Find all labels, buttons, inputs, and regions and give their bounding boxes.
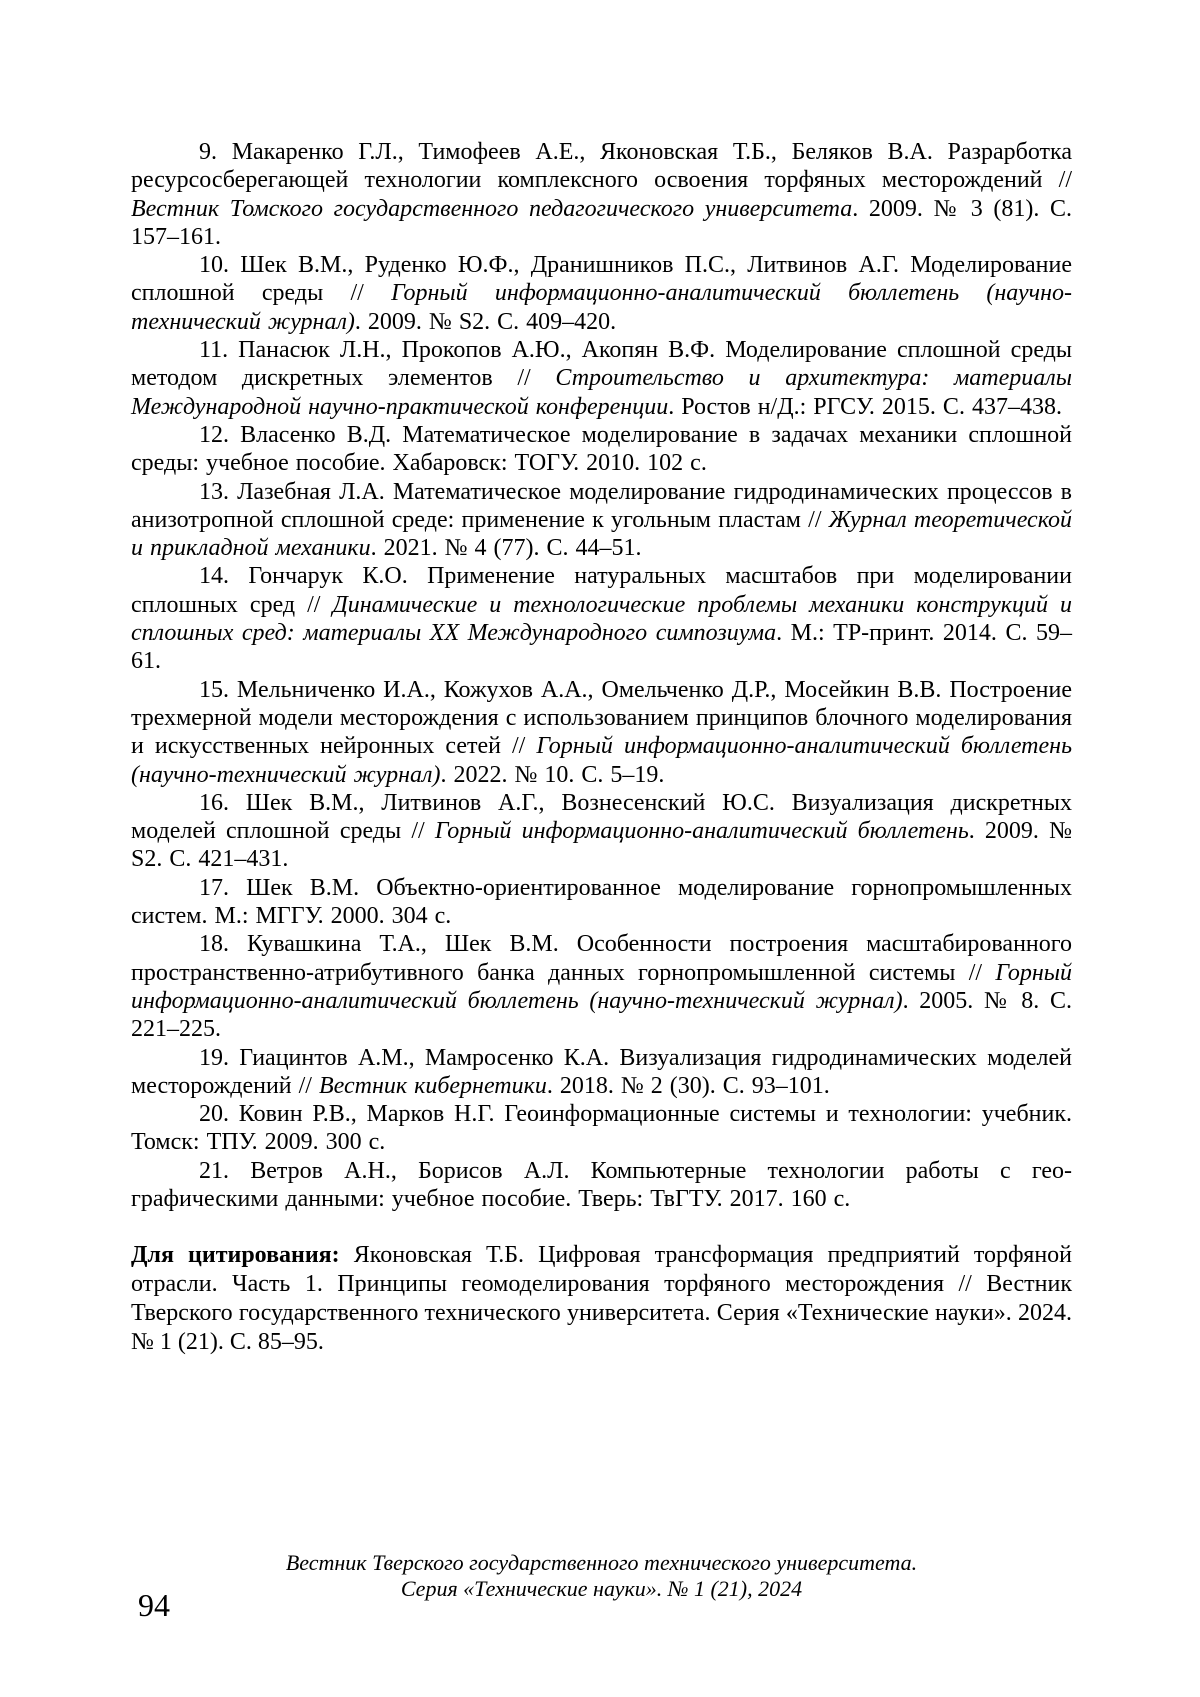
citation-label: Для цитирования: [131, 1242, 340, 1269]
reference-item-9 [131, 138, 1072, 251]
reference-text-segment: 18. Кувашкина Т.А., Шек В.М. Особенности построения масштабированного пространственно-атрибутивного банка данных горнопромышленной системы // [131, 931, 1072, 986]
reference-text-segment: 13. Лазебная Л.А. Математическое моделирование гидродинамических процессов в анизотропной сплошной среде: применение к угольным пластам // [131, 478, 1072, 533]
reference-text-segment: . 2009. № S2. С. 421–431. [131, 818, 1072, 873]
page-number: 94 [138, 1587, 170, 1623]
journal-footer [131, 1550, 1072, 1601]
reference-source-italic: Горный информационно-аналитический бюллетень [434, 818, 969, 845]
reference-item-15 [131, 676, 1072, 789]
reference-text-segment: 20. Ковин Р.В., Марков Н.Г. Геоинформационные системы и технологии: учебник. Томск: ТПУ. 2009. 300 с. [131, 1101, 1072, 1156]
reference-text-segment: 17. Шек В.М. Объектно-ориентированное моделирование горнопромышленных систем. М.: МГГУ. 2000. 304 с. [131, 874, 1072, 930]
reference-text-segment: . Ростов н/Д.: РГСУ. 2015. С. 437–438. [668, 393, 1062, 420]
footer-issue-info: Серия «Технические науки». № 1 (21), 2024 [400, 1575, 803, 1601]
reference-item-18 [131, 930, 1072, 1043]
reference-text-segment: 11. Панасюк Л.Н., Прокопов А.Ю., Акопян В.Ф. Моделирование сплошной среды методом дискретных элементов // [131, 337, 1072, 392]
text-block [131, 138, 1072, 1356]
reference-item-14 [131, 562, 1072, 675]
reference-source-italic: Строительство и архитектура: материалы Международной научно-практической конференции [131, 365, 1072, 420]
reference-source-italic: Горный информационно-аналитический бюллетень (научно-технический журнал) [131, 959, 1072, 1014]
reference-item-21 [131, 1157, 1072, 1214]
reference-source-italic: Горный информационно-аналитический бюллетень (научно-технический журнал) [131, 280, 1072, 335]
reference-text-segment: . М.: ТР-принт. 2014. С. 59–61. [131, 620, 1072, 675]
reference-item-13 [131, 478, 1072, 563]
reference-text-segment: 15. Мельниченко И.А., Кожухов А.А., Омельченко Д.Р., Мосейкин В.В. Построение трехмерной модели месторождения с использованием принципов блочного моделирования и искусственных нейронных сетей // [131, 676, 1072, 760]
reference-source-italic: Журнал теоретической и прикладной механики [131, 506, 1073, 562]
reference-source-italic: Вестник кибернетики [318, 1072, 547, 1099]
reference-item-10 [131, 251, 1072, 336]
citation-text: Яконовская Т.Б. Цифровая трансформация предприятий торфяной отрасли. Часть 1. Принципы геомоделирования торфяного месторождения // Вестник Тверского государственного технического университета. Серия «Технические науки». 2024. № 1 (21). С. 85–95. [131, 1242, 1073, 1355]
reference-text-segment: 9. Макаренко Г.Л., Тимофеев А.Е., Яконовская Т.Б., Беляков В.А. Разрарботка ресурсосберегающей технологии комплексного освоения торфяных месторождений // [131, 139, 1072, 194]
reference-item-11 [131, 336, 1072, 421]
reference-source-italic: Вестник Томского государственного педагогического университета [131, 195, 853, 222]
reference-text-segment: 19. Гиацинтов А.М., Мамросенко К.А. Визуализация гидродинамических моделей месторождений // [131, 1044, 1072, 1099]
reference-text-segment: . 2009. № S2. С. 409–420. [354, 308, 617, 335]
reference-text-segment: 21. Ветров А.Н., Борисов А.Л. Компьютерные технологии работы с гео-графическими данными: учебное пособие. Тверь: ТвГТУ. 2017. 160 с. [131, 1157, 1072, 1212]
reference-text-segment: . 2021. № 4 (77). С. 44–51. [370, 535, 642, 562]
reference-text-segment: . 2018. № 2 (30). С. 93–101. [546, 1072, 830, 1099]
reference-text-segment: . 2009. № 3 (81). С. 157–161. [131, 195, 1073, 250]
reference-text-segment: . 2022. № 10. С. 5–19. [440, 761, 665, 788]
reference-item-12 [131, 421, 1072, 478]
reference-item-16 [131, 789, 1072, 874]
reference-text-segment: 10. Шек В.М., Руденко Ю.Ф., Дранишников П.С., Литвинов А.Г. Моделирование сплошной среды // [131, 252, 1072, 307]
reference-text-segment: 14. Гончарук К.О. Применение натуральных масштабов при моделировании сплошных сред // [131, 563, 1072, 618]
reference-item-17 [131, 874, 1072, 931]
reference-text-segment: 12. Власенко В.Д. Математическое моделирование в задачах механики сплошной среды: учебное пособие. Хабаровск: ТОГУ. 2010. 102 с. [131, 421, 1072, 477]
reference-item-20 [131, 1100, 1072, 1157]
references-list [131, 138, 1072, 1213]
reference-source-italic: Динамические и технологические проблемы механики конструкций и сплошных сред: материалы XX Международного симпозиума [131, 591, 1072, 647]
reference-text-segment: 16. Шек В.М., Литвинов А.Г., Вознесенский Ю.С. Визуализация дискретных моделей сплошной среды // [131, 789, 1072, 845]
reference-text-segment: . 2005. № 8. С. 221–225. [131, 987, 1072, 1043]
footer-journal-title: Вестник Тверского государственного технического университета. [285, 1550, 918, 1575]
citation-note [131, 1241, 1072, 1356]
reference-source-italic: Горный информационно-аналитический бюллетень (научно-технический журнал) [131, 733, 1072, 788]
reference-item-19 [131, 1044, 1072, 1101]
